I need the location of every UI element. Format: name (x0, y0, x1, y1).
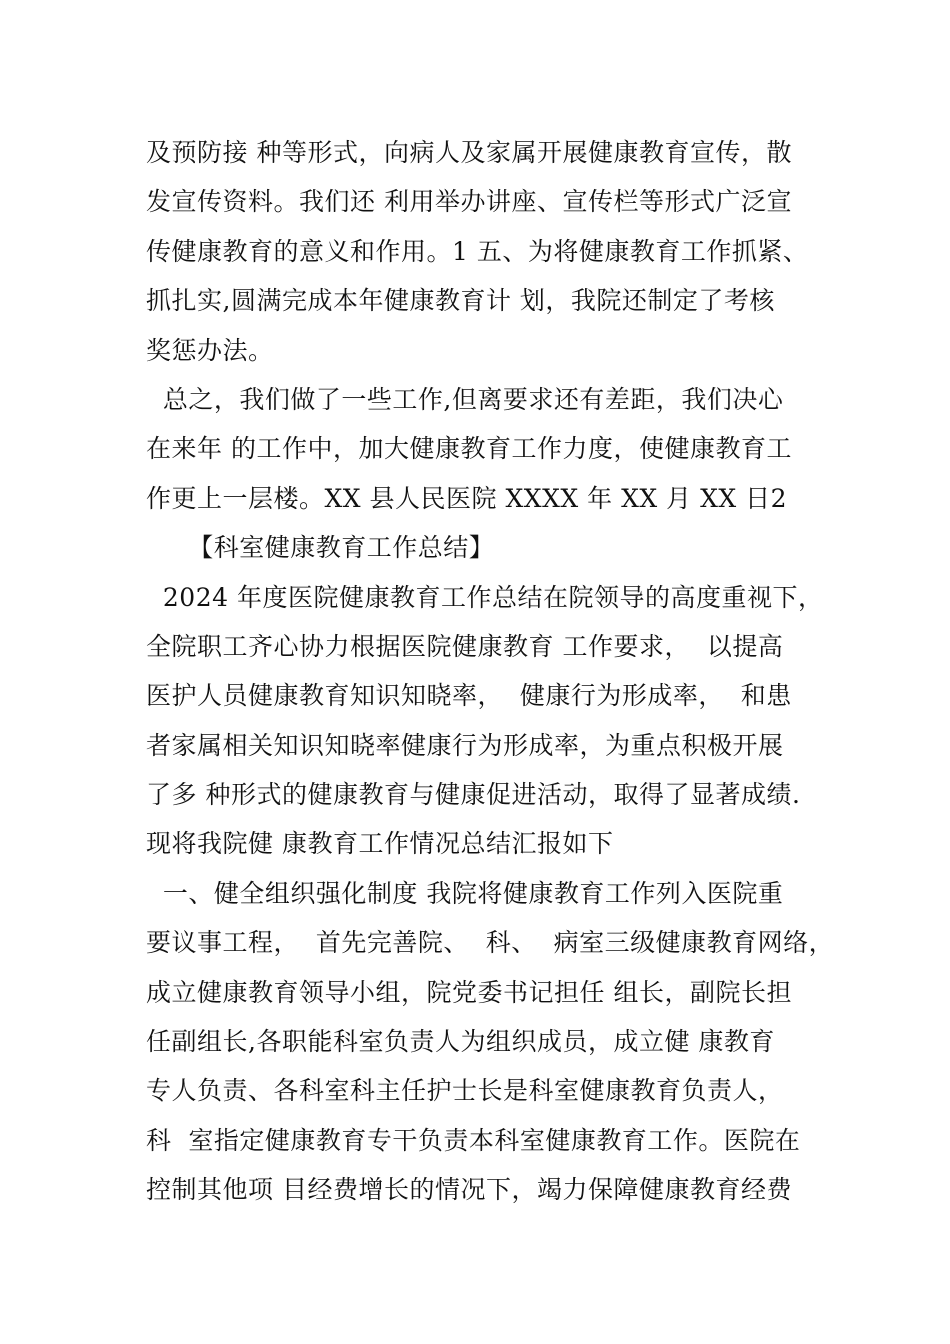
section-heading: 【科室健康教育工作总结】 (146, 533, 495, 563)
text-line: 2024 年度医院健康教育工作总结在院领导的高度重视下， (146, 582, 824, 612)
text-line: 成立健康教育领导小组，院党委书记担任 组长，副院长担 (146, 977, 792, 1007)
text-line: 现将我院健 康教育工作情况总结汇报如下 (146, 829, 614, 859)
text-line: 全院职工齐心协力根据医院健康教育 工作要求， 以提高 (146, 631, 784, 661)
document-body (146, 128, 846, 1215)
text-line: 作更上一层楼。XX 县人民医院 XXXX 年 XX 月 XX 日2 (146, 483, 788, 513)
text-line: 任副组长,各职能科室负责人为组织成员，成立健 康教育 (146, 1027, 775, 1057)
text-line: 抓扎实,圆满完成本年健康教育计 划，我院还制定了考核 (146, 286, 775, 316)
text-line: 奖惩办法。 (146, 335, 274, 365)
text-line: 总之，我们做了一些工作,但离要求还有差距，我们决心 (146, 384, 784, 414)
text-line: 一、健全组织强化制度 我院将健康教育工作列入医院重 (146, 878, 784, 908)
text-line: 要议事工程， 首先完善院、 科、 病室三级健康教育网络， (146, 928, 835, 958)
text-line: 控制其他项 目经费增长的情况下，竭力保障健康教育经费 (146, 1175, 792, 1205)
text-line: 及预防接 种等形式，向病人及家属开展健康教育宣传，散 (146, 138, 792, 167)
text-line: 了多 种形式的健康教育与健康促进活动，取得了显著成绩. (146, 780, 801, 810)
text-line: 科 室指定健康教育专干负责本科室健康教育工作。医院在 (146, 1125, 801, 1155)
text-line: 在来年 的工作中，加大健康教育工作力度，使健康教育工 (146, 434, 792, 464)
text-line: 传健康教育的意义和作用。1 五、为将健康教育工作抓紧、 (146, 236, 809, 266)
text-line: 医护人员健康教育知识知晓率， 健康行为形成率， 和患 (146, 681, 792, 711)
text-line: 者家属相关知识知晓率健康行为形成率，为重点积极开展 (146, 730, 784, 760)
text-line: 发宣传资料。我们还 利用举办讲座、宣传栏等形式广泛宣 (146, 187, 792, 217)
text-line: 专人负责、各科室科主任护士长是科室健康教育负责人， (146, 1076, 784, 1106)
